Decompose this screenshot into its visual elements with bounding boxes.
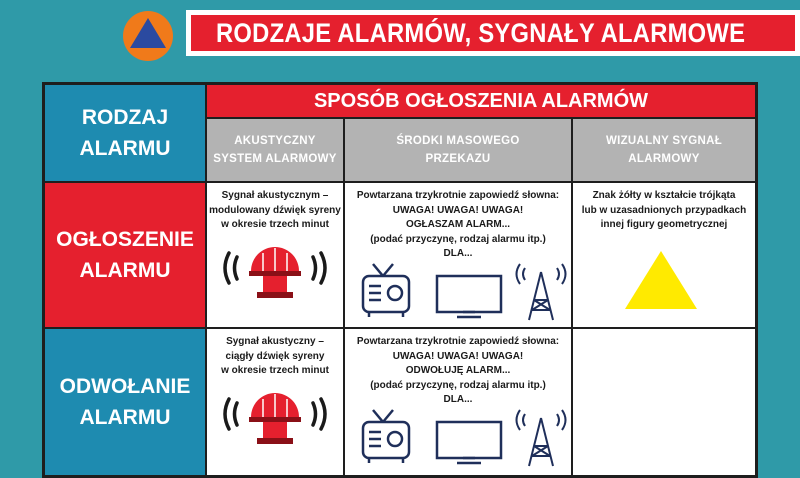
siren-icon bbox=[207, 379, 343, 449]
row-header-cancellation: ODWOŁANIE ALARMU bbox=[45, 329, 205, 475]
corner-header: RODZAJ ALARMU bbox=[45, 85, 205, 181]
row-header-announcement: OGŁOSZENIE ALARMU bbox=[45, 183, 205, 327]
antenna-tower-icon bbox=[517, 410, 566, 466]
alarm-table bbox=[42, 82, 758, 478]
page-title-bar bbox=[186, 10, 800, 56]
media-cancellation-text: Powtarzana trzykrotnie zapowiedź słowna: UWAGA! UWAGA! UWAGA! ODWOŁUJĘ ALARM... (podać przyczynę, rodzaj alarmu itp.) DLA... bbox=[356, 336, 560, 405]
page-title: RODZAJE ALARMÓW, SYGNAŁY ALARMOWE bbox=[216, 18, 746, 48]
acoustic-cancellation-text: Sygnał akustyczny – ciągły dźwięk syreny w okresie trzech minut bbox=[221, 336, 329, 376]
media-announcement-text: Powtarzana trzykrotnie zapowiedź słowna: UWAGA! UWAGA! UWAGA! OGŁASZAM ALARM... (podać przyczynę, rodzaj alarmu itp.) DLA... bbox=[356, 190, 560, 259]
acoustic-announcement-text: Sygnał akustycznym – modulowany dźwięk syreny w okresie trzech minut bbox=[209, 190, 341, 230]
cell-media-announcement bbox=[345, 183, 571, 327]
media-icons bbox=[345, 262, 571, 324]
tv-icon bbox=[437, 422, 501, 463]
siren-icon bbox=[207, 233, 343, 303]
cell-media-cancellation bbox=[345, 329, 571, 475]
antenna-tower-icon bbox=[517, 264, 566, 320]
radio-icon bbox=[363, 410, 409, 463]
yellow-triangle-icon bbox=[573, 233, 755, 313]
column-header-visual: WIZUALNY SYGNAŁ ALARMOWY bbox=[573, 119, 755, 181]
cell-visual-cancellation bbox=[573, 329, 755, 475]
cell-acoustic-cancellation bbox=[207, 329, 343, 475]
visual-announcement-text: Znak żółty w kształcie trójkąta lub w uzasadnionych przypadkach innej figury geometrycznej bbox=[581, 190, 747, 230]
tv-icon bbox=[437, 276, 501, 317]
column-header-media: ŚRODKI MASOWEGO PRZEKAZU bbox=[345, 119, 571, 181]
group-header: SPOSÓB OGŁOSZENIA ALARMÓW bbox=[207, 85, 755, 117]
radio-icon bbox=[363, 264, 409, 317]
media-icons bbox=[345, 408, 571, 470]
visual-cancellation-text bbox=[573, 329, 755, 335]
cell-acoustic-announcement bbox=[207, 183, 343, 327]
civil-defense-logo bbox=[122, 10, 174, 62]
column-header-acoustic: AKUSTYCZNY SYSTEM ALARMOWY bbox=[207, 119, 343, 181]
cell-visual-announcement bbox=[573, 183, 755, 327]
